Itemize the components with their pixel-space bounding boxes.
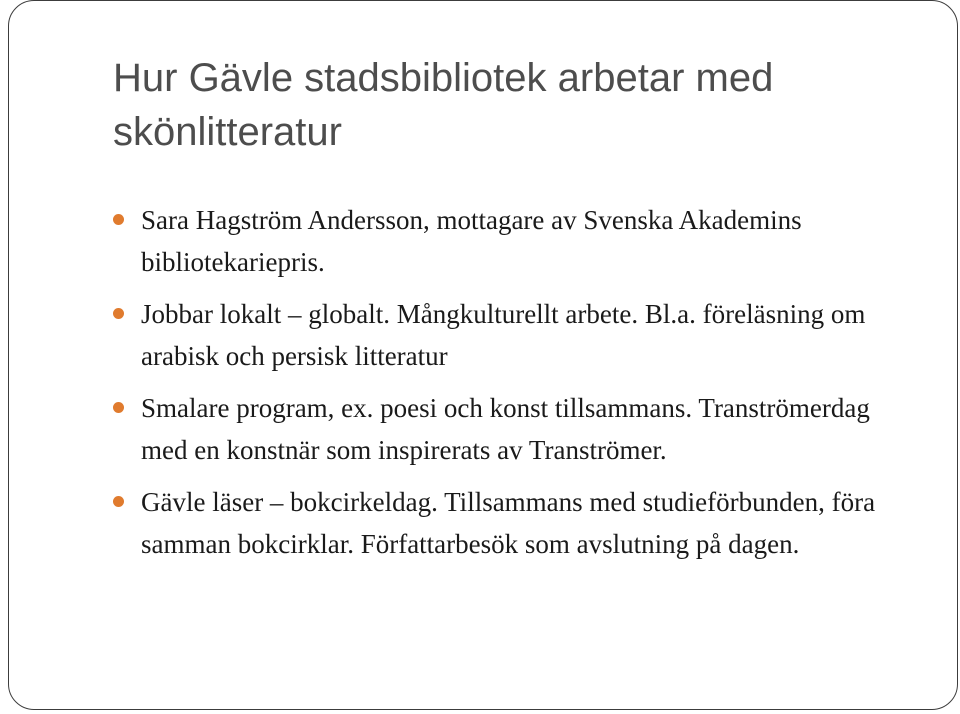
bullet-list — [113, 199, 913, 575]
slide-title: Hur Gävle stadsbibliotek arbetar med skönlitteratur — [113, 56, 774, 154]
bullet-text: Gävle läser – bokcirkeldag. Tillsammans med studieförbunden, föra samman bokcirklar. Författarbesök som avslutning på dagen. — [141, 487, 876, 559]
bullet-dot-icon — [113, 308, 124, 319]
list-item — [113, 387, 913, 471]
bullet-text: Smalare program, ex. poesi och konst tillsammans. Tranströmerdag med en konstnär som inspirerats av Tranströmer. — [141, 393, 870, 465]
bullet-dot-icon — [113, 402, 124, 413]
list-item — [113, 293, 913, 377]
bullet-dot-icon — [113, 496, 124, 507]
list-item — [113, 199, 913, 283]
bullet-text: Jobbar lokalt – globalt. Mångkulturellt arbete. Bl.a. föreläsning om arabisk och persisk litteratur — [141, 299, 866, 371]
slide-frame — [8, 0, 958, 710]
list-item — [113, 481, 913, 565]
bullet-dot-icon — [113, 214, 124, 225]
bullet-text: Sara Hagström Andersson, mottagare av Svenska Akademins bibliotekariepris. — [141, 205, 802, 277]
